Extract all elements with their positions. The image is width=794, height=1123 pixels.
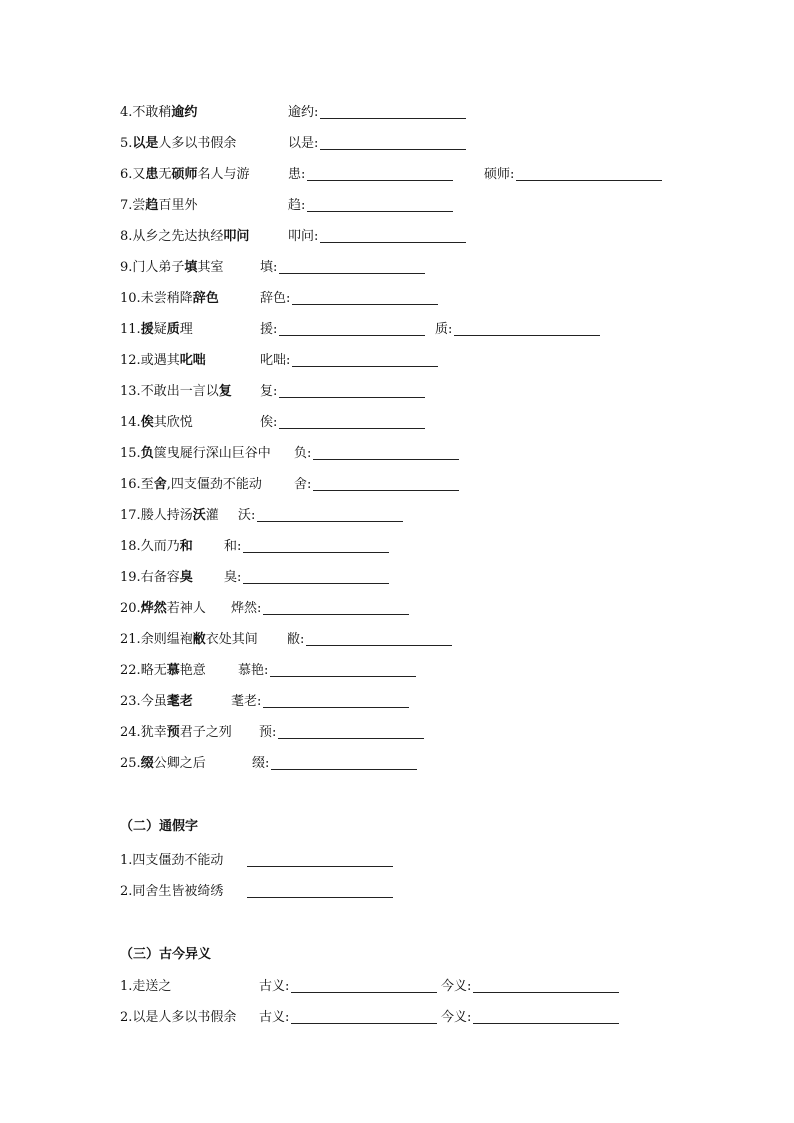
item-text: 人多以书假余 bbox=[158, 136, 237, 151]
term-label: 叱咄: bbox=[260, 353, 291, 368]
item-text: 右备容 bbox=[140, 570, 180, 585]
item-number: 15. bbox=[120, 446, 141, 461]
vocab-item-16 bbox=[120, 476, 262, 494]
item-number: 17. bbox=[120, 508, 141, 523]
answer-16 bbox=[294, 476, 459, 494]
item-text: 尝 bbox=[132, 198, 146, 213]
answer-blank[interactable] bbox=[271, 755, 417, 770]
answer-18 bbox=[224, 538, 389, 556]
answer-blank[interactable] bbox=[307, 166, 453, 181]
item-text: 久而乃 bbox=[140, 539, 180, 554]
answer-blank[interactable] bbox=[320, 135, 466, 150]
item-text: 名人与游 bbox=[197, 167, 250, 182]
answer-blank[interactable] bbox=[247, 852, 393, 867]
item-number: 10. bbox=[120, 291, 141, 306]
item-text: 媵人持汤 bbox=[140, 508, 193, 523]
list-item bbox=[120, 883, 223, 901]
vocab-item-24 bbox=[120, 724, 232, 742]
term-label: 舍: bbox=[294, 477, 312, 492]
list-item bbox=[120, 1009, 236, 1027]
term-label: 古义: bbox=[259, 979, 290, 994]
item-keyword: 质 bbox=[166, 322, 180, 337]
answer-blank[interactable] bbox=[320, 104, 466, 119]
vocab-item-9 bbox=[120, 259, 223, 277]
item-keyword: 预 bbox=[166, 725, 180, 740]
answer-blank[interactable] bbox=[243, 538, 389, 553]
answer-blank[interactable] bbox=[279, 259, 425, 274]
item-number: 4. bbox=[120, 105, 133, 120]
item-keyword: 以是 bbox=[132, 136, 159, 151]
item-text: ,四支僵劲不能动 bbox=[166, 477, 262, 492]
item-number: 20. bbox=[120, 601, 141, 616]
item-text: 君子之列 bbox=[179, 725, 232, 740]
section-heading: （二）通假字 bbox=[120, 819, 199, 834]
item-keyword: 援 bbox=[140, 322, 154, 337]
item-text: 至 bbox=[140, 477, 154, 492]
answer-20 bbox=[231, 600, 409, 618]
answer-blank[interactable] bbox=[473, 978, 619, 993]
item-number: 23. bbox=[120, 694, 141, 709]
item-number: 19. bbox=[120, 570, 141, 585]
vocab-item-7 bbox=[120, 197, 197, 215]
answer-4 bbox=[288, 104, 466, 122]
vocab-item-21 bbox=[120, 631, 258, 649]
answer-7 bbox=[288, 197, 453, 215]
item-keyword: 沃 bbox=[192, 508, 206, 523]
item-text: 其欣悦 bbox=[153, 415, 193, 430]
term-label: 逾约: bbox=[288, 105, 319, 120]
answer-blank[interactable] bbox=[291, 1009, 437, 1024]
answer-blank[interactable] bbox=[313, 445, 459, 460]
item-number: 12. bbox=[120, 353, 141, 368]
item-keyword: 趋 bbox=[145, 198, 159, 213]
vocab-item-12 bbox=[120, 352, 206, 370]
item-keyword: 复 bbox=[218, 384, 232, 399]
answer-15 bbox=[294, 445, 459, 463]
answer-11b bbox=[435, 321, 600, 339]
item-text: 2.同舍生皆被绮绣 bbox=[120, 884, 224, 899]
item-text: 略无 bbox=[140, 663, 167, 678]
answer-blank[interactable] bbox=[270, 662, 416, 677]
vocab-item-8 bbox=[120, 228, 249, 246]
item-keyword: 和 bbox=[179, 539, 193, 554]
item-text: 无 bbox=[158, 167, 172, 182]
item-text: 若神人 bbox=[166, 601, 206, 616]
item-text: 不敢出一言以 bbox=[140, 384, 219, 399]
item-keyword: 辞色 bbox=[192, 291, 219, 306]
answer-now bbox=[441, 1009, 619, 1027]
item-keyword: 敝 bbox=[192, 632, 206, 647]
item-number: 14. bbox=[120, 415, 141, 430]
term-label: 援: bbox=[260, 322, 278, 337]
item-number: 21. bbox=[120, 632, 141, 647]
answer-23 bbox=[231, 693, 409, 711]
answer-blank[interactable] bbox=[278, 724, 424, 739]
answer-blank-row bbox=[245, 852, 393, 870]
answer-13 bbox=[260, 383, 425, 401]
item-text: 门人弟子 bbox=[132, 260, 185, 275]
term-label: 和: bbox=[224, 539, 242, 554]
item-number: 6. bbox=[120, 167, 133, 182]
vocab-item-13 bbox=[120, 383, 232, 401]
term-label: 趋: bbox=[288, 198, 306, 213]
answer-blank[interactable] bbox=[263, 693, 409, 708]
answer-blank[interactable] bbox=[247, 883, 393, 898]
item-keyword: 填 bbox=[184, 260, 198, 275]
answer-25 bbox=[252, 755, 417, 773]
term-label: 负: bbox=[294, 446, 312, 461]
item-keyword: 慕 bbox=[166, 663, 180, 678]
item-keyword: 耄老 bbox=[166, 694, 193, 709]
vocab-item-6 bbox=[120, 166, 249, 184]
item-text: 箧曳屣行深山巨谷中 bbox=[153, 446, 271, 461]
term-label: 患: bbox=[288, 167, 306, 182]
list-item bbox=[120, 978, 171, 996]
item-text: 今虽 bbox=[140, 694, 167, 709]
item-keyword: 负 bbox=[140, 446, 154, 461]
item-text: 理 bbox=[179, 322, 193, 337]
answer-21 bbox=[287, 631, 452, 649]
vocab-item-5 bbox=[120, 135, 236, 153]
answer-blank[interactable] bbox=[243, 569, 389, 584]
vocab-item-23 bbox=[120, 693, 193, 711]
item-keyword: 缀 bbox=[140, 756, 154, 771]
item-text: 艳意 bbox=[179, 663, 206, 678]
item-keyword: 舍 bbox=[153, 477, 167, 492]
item-number: 5. bbox=[120, 136, 133, 151]
term-label: 今义: bbox=[441, 1010, 472, 1025]
vocab-item-4 bbox=[120, 104, 197, 122]
answer-10 bbox=[260, 290, 438, 308]
term-label: 古义: bbox=[259, 1010, 290, 1025]
term-label: 缀: bbox=[252, 756, 270, 771]
term-label: 预: bbox=[259, 725, 277, 740]
term-label: 今义: bbox=[441, 979, 472, 994]
item-text: 又 bbox=[132, 167, 146, 182]
item-text: 不敢稍 bbox=[132, 105, 172, 120]
list-item bbox=[120, 852, 223, 870]
term-label: 填: bbox=[260, 260, 278, 275]
item-keyword: 患 bbox=[145, 167, 159, 182]
term-label: 硕师: bbox=[484, 167, 515, 182]
item-text: 2.以是人多以书假余 bbox=[120, 1010, 237, 1025]
answer-now bbox=[441, 978, 619, 996]
answer-blank[interactable] bbox=[306, 631, 452, 646]
term-label: 沃: bbox=[238, 508, 256, 523]
item-number: 24. bbox=[120, 725, 141, 740]
answer-old bbox=[259, 1009, 437, 1027]
vocab-item-20 bbox=[120, 600, 206, 618]
term-label: 慕艳: bbox=[238, 663, 269, 678]
term-label: 敝: bbox=[287, 632, 305, 647]
item-text: 灌 bbox=[205, 508, 219, 523]
item-keyword: 俟 bbox=[140, 415, 154, 430]
answer-blank[interactable] bbox=[307, 197, 453, 212]
answer-blank[interactable] bbox=[516, 166, 662, 181]
item-text: 从乡之先达执经 bbox=[132, 229, 224, 244]
item-text: 余则缊袍 bbox=[140, 632, 193, 647]
vocab-item-17 bbox=[120, 507, 219, 525]
answer-blank-row bbox=[245, 883, 393, 901]
answer-8 bbox=[288, 228, 466, 246]
answer-22 bbox=[238, 662, 416, 680]
item-text: 百里外 bbox=[158, 198, 198, 213]
vocab-item-18 bbox=[120, 538, 193, 556]
answer-9 bbox=[260, 259, 425, 277]
answer-blank[interactable] bbox=[292, 290, 438, 305]
section-heading: （三）古今异义 bbox=[120, 947, 212, 962]
answer-11a bbox=[260, 321, 425, 339]
item-number: 7. bbox=[120, 198, 133, 213]
answer-12 bbox=[260, 352, 438, 370]
vocab-item-15 bbox=[120, 445, 271, 463]
answer-17 bbox=[238, 507, 403, 525]
item-number: 9. bbox=[120, 260, 133, 275]
answer-blank[interactable] bbox=[279, 383, 425, 398]
item-number: 11. bbox=[120, 322, 141, 337]
item-keyword: 叱咄 bbox=[179, 353, 206, 368]
item-number: 16. bbox=[120, 477, 141, 492]
answer-blank[interactable] bbox=[291, 978, 437, 993]
term-label: 俟: bbox=[260, 415, 278, 430]
vocab-item-19 bbox=[120, 569, 193, 587]
item-text: 1.四支僵劲不能动 bbox=[120, 853, 224, 868]
term-label: 叩问: bbox=[288, 229, 319, 244]
item-text: 犹幸 bbox=[140, 725, 167, 740]
answer-6b bbox=[484, 166, 662, 184]
answer-14 bbox=[260, 414, 425, 432]
answer-19 bbox=[224, 569, 389, 587]
answer-blank[interactable] bbox=[279, 414, 425, 429]
term-label: 辞色: bbox=[260, 291, 291, 306]
vocab-item-11 bbox=[120, 321, 193, 339]
answer-blank[interactable] bbox=[313, 476, 459, 491]
term-label: 复: bbox=[260, 384, 278, 399]
answer-old bbox=[259, 978, 437, 996]
item-text: 或遇其 bbox=[140, 353, 180, 368]
answer-5 bbox=[288, 135, 466, 153]
answer-blank[interactable] bbox=[454, 321, 600, 336]
item-keyword: 逾约 bbox=[171, 105, 198, 120]
vocab-item-25 bbox=[120, 755, 206, 773]
vocab-item-22 bbox=[120, 662, 206, 680]
term-label: 耄老: bbox=[231, 694, 262, 709]
answer-blank[interactable] bbox=[279, 321, 425, 336]
vocab-item-14 bbox=[120, 414, 193, 432]
item-keyword: 叩问 bbox=[223, 229, 250, 244]
item-text: 疑 bbox=[153, 322, 167, 337]
answer-blank[interactable] bbox=[257, 507, 403, 522]
item-number: 8. bbox=[120, 229, 133, 244]
answer-24 bbox=[259, 724, 424, 742]
vocab-item-10 bbox=[120, 290, 219, 308]
item-text: 未尝稍降 bbox=[140, 291, 193, 306]
answer-blank[interactable] bbox=[320, 228, 466, 243]
answer-blank[interactable] bbox=[473, 1009, 619, 1024]
item-text: 其室 bbox=[197, 260, 224, 275]
item-keyword: 硕师 bbox=[171, 167, 198, 182]
item-text: 1.走送之 bbox=[120, 979, 172, 994]
item-number: 22. bbox=[120, 663, 141, 678]
answer-6a bbox=[288, 166, 453, 184]
term-label: 质: bbox=[435, 322, 453, 337]
item-keyword: 臭 bbox=[179, 570, 193, 585]
item-text: 衣处其间 bbox=[205, 632, 258, 647]
item-text: 公卿之后 bbox=[153, 756, 206, 771]
term-label: 烨然: bbox=[231, 601, 262, 616]
answer-blank[interactable] bbox=[263, 600, 409, 615]
item-keyword: 烨然 bbox=[140, 601, 167, 616]
item-number: 18. bbox=[120, 539, 141, 554]
item-number: 13. bbox=[120, 384, 141, 399]
item-number: 25. bbox=[120, 756, 141, 771]
term-label: 臭: bbox=[224, 570, 242, 585]
term-label: 以是: bbox=[288, 136, 319, 151]
answer-blank[interactable] bbox=[292, 352, 438, 367]
